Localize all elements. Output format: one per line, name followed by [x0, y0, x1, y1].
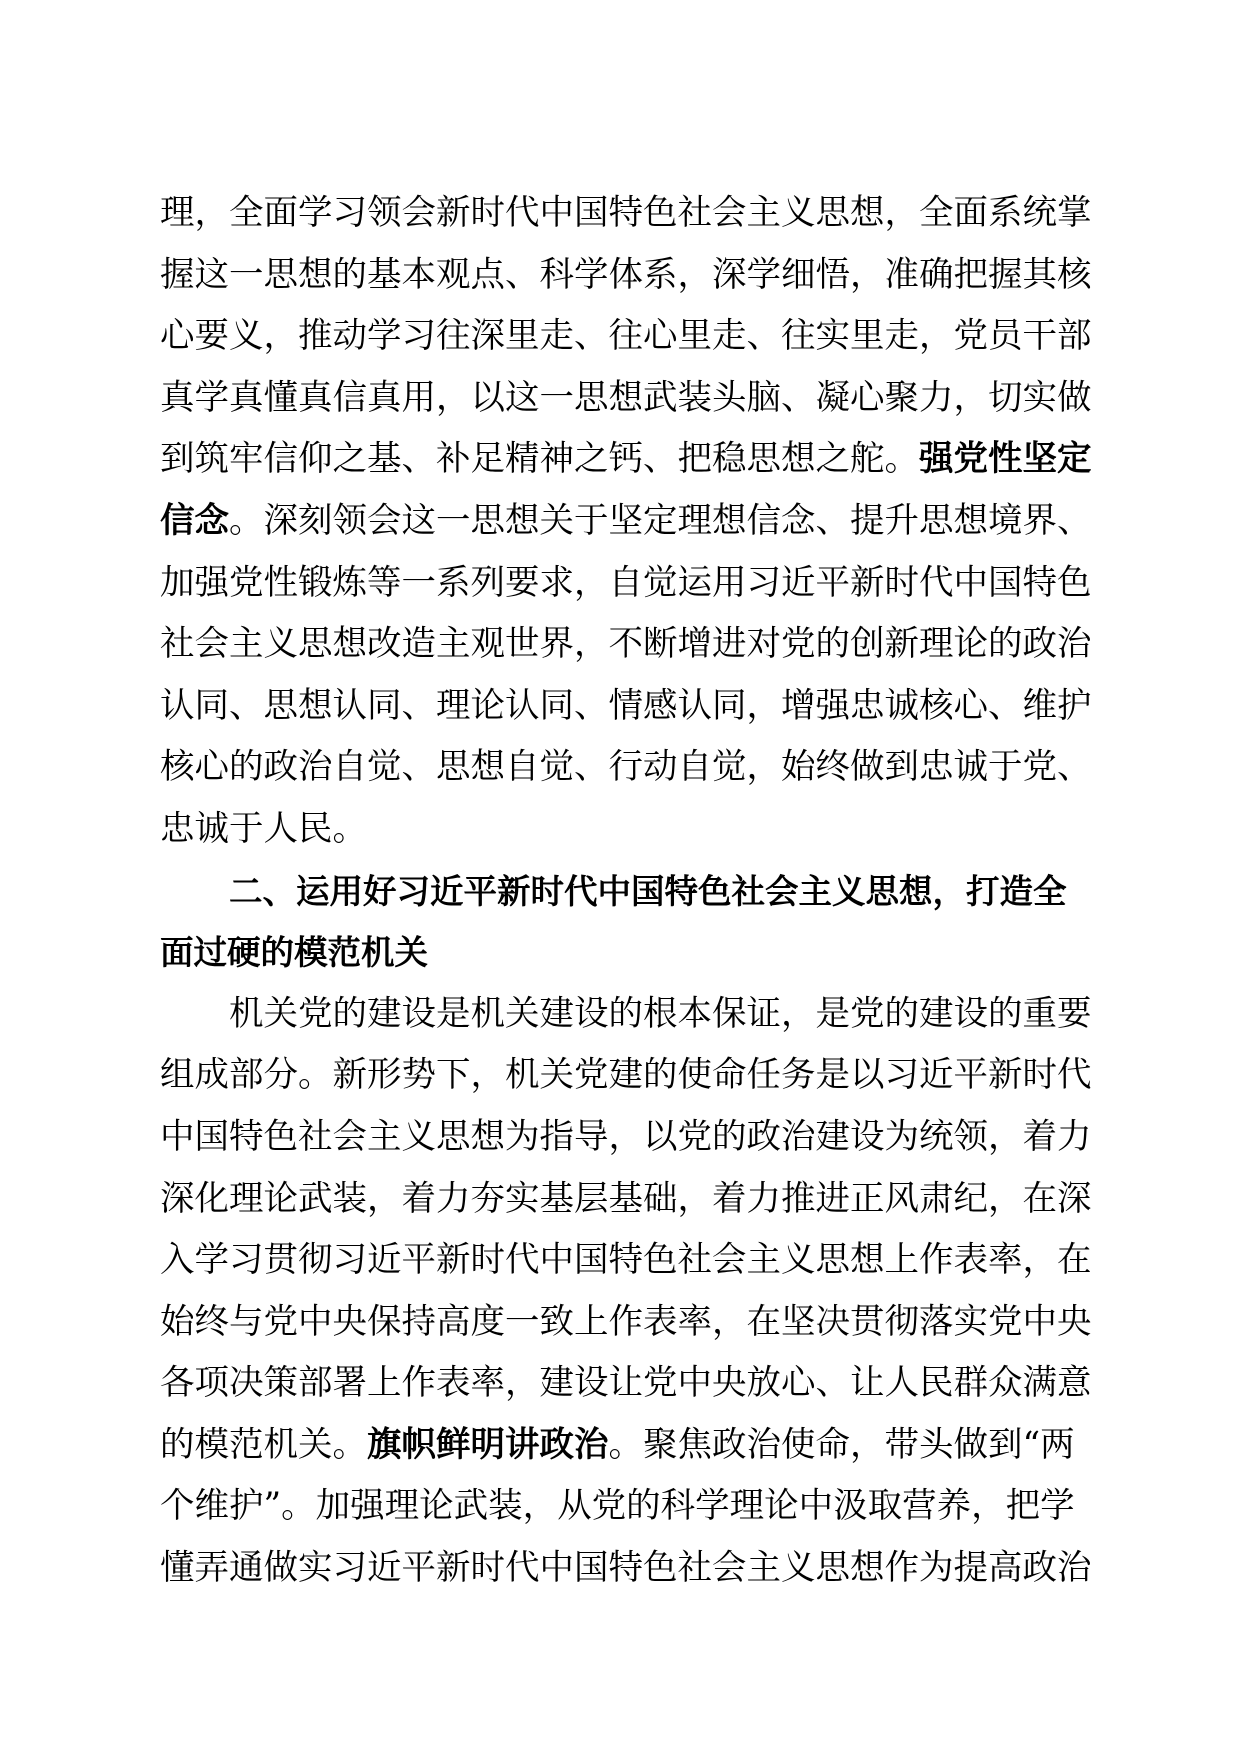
paragraph-line: 理，全面学习领会新时代中国特色社会主义思想，全面系统掌	[160, 193, 1092, 233]
paragraph-line: 心要义，推动学习往深里走、往心里走、往实里走，党员干部	[160, 316, 1092, 357]
paragraph-line: 中国特色社会主义思想为指导，以党的政治建设为统领，着力	[160, 1116, 1092, 1157]
paragraph-line: 深化理论武装，着力夯实基层基础，着力推进正风肃纪，在深	[160, 1178, 1092, 1219]
paragraph-line: 核心的政治自觉、思想自觉、行动自觉，始终做到忠诚于党、	[160, 747, 1092, 788]
paragraph-line: 组成部分。新形势下，机关党建的使命任务是以习近平新时代	[160, 1055, 1092, 1096]
bold-keyphrase: 信念	[160, 500, 229, 541]
paragraph-line: 各项决策部署上作表率，建设让党中央放心、让人民群众满意	[160, 1363, 1092, 1404]
paragraph-line: 始终与党中央保持高度一致上作表率，在坚决贯彻落实党中央	[160, 1301, 1092, 1342]
paragraph-line: 忠诚于人民。	[160, 808, 367, 849]
bold-keyphrase: 强党性坚定	[919, 439, 1092, 480]
paragraph-line: 的模范机关。旗帜鲜明讲政治。聚焦政治使命，带头做到“两	[160, 1424, 1075, 1465]
section-heading: 面过硬的模范机关	[160, 933, 428, 973]
bold-keyphrase: 旗帜鲜明讲政治	[367, 1424, 609, 1465]
paragraph-line: 懂弄通做实习近平新时代中国特色社会主义思想作为提高政治	[160, 1548, 1092, 1589]
paragraph-line: 认同、思想认同、理论认同、情感认同，增强忠诚核心、维护	[160, 685, 1092, 726]
section-heading: 二、运用好习近平新时代中国特色社会主义思想，打造全	[229, 871, 1067, 911]
paragraph-line: 机关党的建设是机关建设的根本保证，是党的建设的重要	[229, 993, 1092, 1034]
paragraph-line: 个维护”。加强理论武装，从党的科学理论中汲取营养，把学	[160, 1486, 1075, 1527]
paragraph-line: 信念。深刻领会这一思想关于坚定理想信念、提升思想境界、	[160, 500, 1092, 541]
paragraph-line: 到筑牢信仰之基、补足精神之钙、把稳思想之舵。强党性坚定	[160, 439, 1092, 480]
paragraph-line: 加强党性锻炼等一系列要求，自觉运用习近平新时代中国特色	[160, 562, 1092, 603]
paragraph-line: 入学习贯彻习近平新时代中国特色社会主义思想上作表率，在	[160, 1240, 1092, 1281]
paragraph-line: 握这一思想的基本观点、科学体系，深学细悟，准确把握其核	[160, 254, 1092, 295]
body-text	[160, 183, 1092, 1600]
paragraph-line: 社会主义思想改造主观世界，不断增进对党的创新理论的政治	[160, 624, 1092, 665]
paragraph-line: 真学真懂真信真用，以这一思想武装头脑、凝心聚力，切实做	[160, 377, 1092, 418]
